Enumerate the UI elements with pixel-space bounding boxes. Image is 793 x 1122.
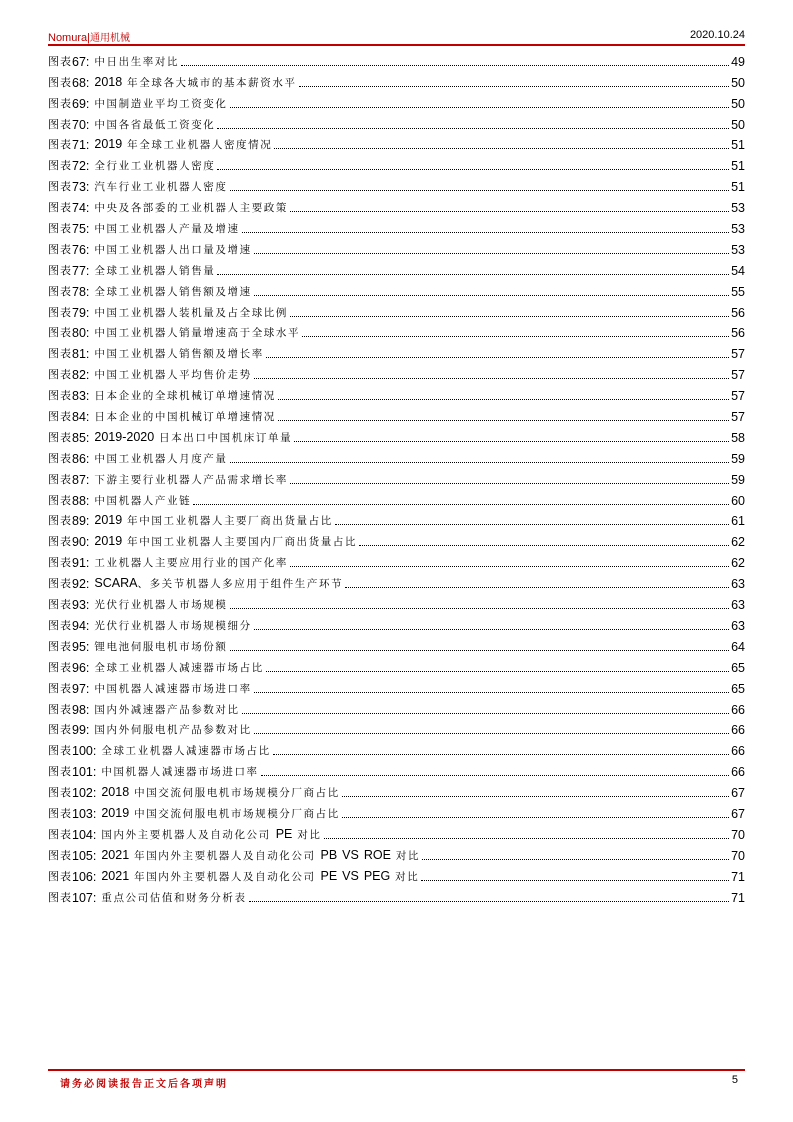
toc-entry-number: 88: [72, 493, 86, 508]
toc-entry-number: 79: [72, 305, 86, 320]
toc-entry-colon: :: [85, 159, 90, 174]
toc-entry-prefix: 图表: [48, 660, 72, 674]
toc-entry-title[interactable]: 日本企业的全球机械订单增速情况: [94, 390, 276, 403]
toc-entry-colon: :: [85, 368, 90, 383]
toc-dot-leader: [249, 900, 730, 902]
toc-entry-prefix: 图表: [48, 430, 72, 444]
toc-entry-page[interactable]: 56: [731, 305, 745, 320]
toc-entry[interactable]: [48, 800, 745, 821]
toc-entry-page[interactable]: 66: [731, 744, 745, 759]
toc-dot-leader: [294, 440, 729, 442]
toc-dot-leader: [230, 189, 730, 191]
toc-entry-number: 75: [72, 222, 86, 237]
toc-entry-title[interactable]: 全球工业机器人销售量: [94, 264, 216, 277]
toc-entry-colon: :: [92, 744, 97, 759]
toc-entry-page[interactable]: 53: [731, 201, 745, 216]
toc-entry-colon: :: [92, 848, 97, 863]
toc-entry[interactable]: [48, 194, 745, 215]
toc-entry-prefix: 图表: [48, 765, 72, 779]
toc-entry-title[interactable]: 中国工业机器人装机量及占全球比例: [94, 306, 288, 319]
toc-entry-colon: :: [85, 96, 90, 111]
toc-entry[interactable]: [48, 758, 745, 779]
toc-entry-prefix: 图表: [48, 180, 72, 194]
toc-entry-number: 72: [72, 159, 86, 174]
toc-dot-leader: [342, 816, 729, 818]
toc-dot-leader: [242, 231, 730, 233]
toc-dot-leader: [422, 858, 729, 860]
toc-entry-prefix: 图表: [48, 890, 72, 904]
toc-entry-number: 83: [72, 389, 86, 404]
toc-entry-page[interactable]: 56: [731, 326, 745, 341]
toc-entry-page[interactable]: 53: [731, 242, 745, 257]
header-separator: |: [87, 32, 90, 44]
toc-entry-number: 86: [72, 451, 86, 466]
toc-entry[interactable]: [48, 424, 745, 445]
toc-entry-number: 81: [72, 347, 86, 362]
toc-entry[interactable]: [48, 236, 745, 257]
toc-entry-page[interactable]: 57: [731, 347, 745, 362]
toc-entry-page[interactable]: 51: [731, 159, 745, 174]
toc-entry-colon: :: [85, 681, 90, 696]
toc-entry-colon: :: [85, 598, 90, 613]
toc-entry-number: 74: [72, 201, 86, 216]
toc-entry-title[interactable]: 日本企业的中国机械订单增速情况: [94, 411, 276, 424]
toc-entry-colon: :: [92, 827, 97, 842]
toc-entry-number: 104: [72, 827, 93, 842]
toc-entry-title[interactable]: 中国制造业平均工资变化: [94, 97, 228, 110]
toc-entry-title[interactable]: 中国工业机器人产量及增速: [94, 223, 240, 236]
toc-entry-prefix: 图表: [48, 869, 72, 883]
toc-entry-prefix: 图表: [48, 138, 72, 152]
toc-entry-title[interactable]: 下游主要行业机器人产品需求增长率: [94, 473, 288, 486]
toc-entry-prefix: 图表: [48, 618, 72, 632]
toc-entry-number: 107: [72, 890, 93, 905]
toc-entry-page[interactable]: 62: [731, 535, 745, 550]
toc-entry-page[interactable]: 50: [731, 117, 745, 132]
toc-entry-title[interactable]: 中国机器人减速器市场进口率: [94, 682, 252, 695]
toc-dot-leader: [359, 544, 729, 546]
toc-entry-number: 94: [72, 618, 86, 633]
toc-entry-prefix: 图表: [48, 493, 72, 507]
toc-entry[interactable]: [48, 69, 745, 90]
toc-entry-colon: :: [85, 493, 90, 508]
toc-dot-leader: [254, 252, 729, 254]
toc-entry-number: 76: [72, 242, 86, 257]
toc-dot-leader: [274, 147, 729, 149]
toc-entry-number: 101: [72, 765, 93, 780]
toc-entry-number: 84: [72, 410, 86, 425]
toc-dot-leader: [278, 398, 729, 400]
toc-entry-number: 97: [72, 681, 86, 696]
toc-entry-prefix: 图表: [48, 263, 72, 277]
toc-entry-number: 82: [72, 368, 86, 383]
toc-entry-title[interactable]: 中国机器人产业链: [94, 494, 192, 507]
toc-entry-page[interactable]: 58: [731, 430, 745, 445]
toc-dot-leader: [299, 85, 730, 87]
toc-entry-colon: :: [85, 702, 90, 717]
toc-entry-number: 96: [72, 660, 86, 675]
toc-entry[interactable]: [48, 612, 745, 633]
toc-entry-title[interactable]: 全球工业机器人减速器市场占比: [94, 661, 264, 674]
toc-entry-prefix: 图表: [48, 806, 72, 820]
toc-dot-leader: [254, 732, 729, 734]
toc-dot-leader: [254, 628, 729, 630]
toc-entry[interactable]: [48, 884, 745, 905]
toc-entry-number: 73: [72, 180, 86, 195]
toc-entry[interactable]: [48, 382, 745, 403]
toc-entry-colon: :: [85, 723, 90, 738]
toc-dot-leader: [278, 419, 729, 421]
toc-entry-page[interactable]: 65: [731, 660, 745, 675]
toc-entry-prefix: 图表: [48, 347, 72, 361]
toc-entry-title[interactable]: 中国工业机器人平均售价走势: [94, 369, 252, 382]
toc-entry-page[interactable]: 62: [731, 556, 745, 571]
toc-dot-leader: [254, 691, 729, 693]
toc-entry[interactable]: [48, 173, 745, 194]
footer-disclaimer: 请务必阅读报告正文后各项声明: [60, 1079, 228, 1090]
toc-entry-title[interactable]: 全球工业机器人销售额及增速: [94, 285, 252, 298]
toc-entry-prefix: 图表: [48, 577, 72, 591]
toc-entry-number: 90: [72, 535, 86, 550]
toc-dot-leader: [254, 377, 729, 379]
toc-entry-title[interactable]: 2018 年全球各大城市的基本薪资水平: [94, 74, 297, 89]
toc-entry-title[interactable]: 国内外减速器产品参数对比: [94, 703, 240, 716]
toc-entry[interactable]: [48, 152, 745, 173]
toc-entry-prefix: 图表: [48, 598, 72, 612]
toc-entry-prefix: 图表: [48, 514, 72, 528]
toc-entry-page[interactable]: 53: [731, 222, 745, 237]
toc-entry[interactable]: [48, 445, 745, 466]
toc-dot-leader: [217, 273, 729, 275]
toc-dot-leader: [290, 565, 729, 567]
toc-entry-page[interactable]: 57: [731, 410, 745, 425]
toc-entry-number: 93: [72, 598, 86, 613]
toc-entry-page[interactable]: 54: [731, 263, 745, 278]
toc-entry-title[interactable]: 2019-2020 日本出口中国机床订单量: [94, 429, 293, 444]
toc-entry-number: 85: [72, 430, 86, 445]
toc-entry-prefix: 图表: [48, 96, 72, 110]
toc-entry-colon: :: [85, 201, 90, 216]
toc-entry-page[interactable]: 59: [731, 472, 745, 487]
toc-entry-page[interactable]: 64: [731, 639, 745, 654]
toc-entry-title[interactable]: 2019 年全球工业机器人密度情况: [94, 137, 273, 152]
toc-entry[interactable]: [48, 737, 745, 758]
toc-entry-colon: :: [85, 410, 90, 425]
toc-entry[interactable]: [48, 487, 745, 508]
toc-dot-leader: [335, 523, 729, 525]
toc-dot-leader: [230, 607, 730, 609]
toc-entry[interactable]: [48, 299, 745, 320]
toc-entry-page[interactable]: 71: [731, 890, 745, 905]
toc-entry[interactable]: [48, 340, 745, 361]
toc-dot-leader: [290, 315, 729, 317]
toc-dot-leader: [230, 106, 730, 108]
toc-entry-colon: :: [92, 765, 97, 780]
toc-entry[interactable]: [48, 111, 745, 132]
toc-entry-prefix: 图表: [48, 786, 72, 800]
toc-entry-prefix: 图表: [48, 681, 72, 695]
toc-entry-title[interactable]: 全球工业机器人减速器市场占比: [101, 745, 271, 758]
toc-entry-colon: :: [85, 389, 90, 404]
toc-entry[interactable]: [48, 549, 745, 570]
toc-entry-page[interactable]: 51: [731, 138, 745, 153]
toc-entry[interactable]: [48, 90, 745, 111]
toc-entry-page[interactable]: 67: [731, 786, 745, 801]
toc-entry[interactable]: [48, 863, 745, 884]
toc-entry-title[interactable]: 中国工业机器人销量增速高于全球水平: [94, 327, 301, 340]
toc-entry-colon: :: [85, 242, 90, 257]
toc-entry[interactable]: [48, 633, 745, 654]
toc-entry[interactable]: [48, 132, 745, 153]
toc-entry-prefix: 图表: [48, 284, 72, 298]
footer-divider: [48, 1069, 745, 1071]
toc-entry-colon: :: [85, 117, 90, 132]
page-header: [48, 26, 745, 46]
toc-entry-number: 89: [72, 514, 86, 529]
toc-dot-leader: [290, 482, 729, 484]
toc-entry-colon: :: [92, 806, 97, 821]
toc-entry-number: 78: [72, 284, 86, 299]
toc-entry[interactable]: [48, 361, 745, 382]
toc-entry-page[interactable]: 49: [731, 54, 745, 69]
toc-entry-title[interactable]: 中日出生率对比: [94, 55, 180, 68]
toc-entry[interactable]: [48, 675, 745, 696]
toc-entry-title[interactable]: 中国机器人减速器市场进口率: [101, 766, 259, 779]
toc-entry-page[interactable]: 70: [731, 848, 745, 863]
toc-dot-leader: [266, 670, 729, 672]
toc-dot-leader: [266, 356, 729, 358]
toc-entry-title[interactable]: 2021 年国内外主要机器人及自动化公司 PE VS PEG 对比: [101, 868, 420, 883]
toc-entry-title[interactable]: 2018 中国交流伺服电机市场规模分厂商占比: [101, 785, 340, 800]
toc-entry-page[interactable]: 66: [731, 702, 745, 717]
toc-entry-title[interactable]: 汽车行业工业机器人密度: [94, 181, 228, 194]
toc-dot-leader: [273, 753, 729, 755]
toc-entry-colon: :: [85, 222, 90, 237]
toc-entry[interactable]: [48, 257, 745, 278]
toc-entry[interactable]: [48, 717, 745, 738]
toc-entry[interactable]: [48, 696, 745, 717]
toc-entry-number: 77: [72, 263, 86, 278]
toc-entry-prefix: 图表: [48, 827, 72, 841]
toc-entry-page[interactable]: 67: [731, 806, 745, 821]
toc-entry-number: 67: [72, 54, 86, 69]
toc-entry-title[interactable]: 光伏行业机器人市场规模细分: [94, 619, 252, 632]
toc-dot-leader: [342, 795, 729, 797]
toc-entry-page[interactable]: 70: [731, 827, 745, 842]
toc-entry[interactable]: [48, 654, 745, 675]
toc-entry-colon: :: [92, 786, 97, 801]
toc-dot-leader: [345, 586, 729, 588]
brand-name: Nomura: [48, 32, 88, 44]
toc-entry-number: 95: [72, 639, 86, 654]
toc-entry-prefix: 图表: [48, 744, 72, 758]
toc-entry-number: 98: [72, 702, 86, 717]
toc-entry-prefix: 图表: [48, 242, 72, 256]
toc-entry-prefix: 图表: [48, 639, 72, 653]
toc-entry-page[interactable]: 63: [731, 598, 745, 613]
toc-entry[interactable]: [48, 320, 745, 341]
toc-entry-colon: :: [85, 138, 90, 153]
toc-entry-prefix: 图表: [48, 222, 72, 236]
toc-entry-page[interactable]: 60: [731, 493, 745, 508]
toc-entry-colon: :: [92, 869, 97, 884]
toc-entry-prefix: 图表: [48, 723, 72, 737]
toc-entry-colon: :: [85, 326, 90, 341]
toc-entry-colon: :: [85, 347, 90, 362]
toc-entry-page[interactable]: 59: [731, 451, 745, 466]
toc-entry-colon: :: [85, 514, 90, 529]
toc-entry[interactable]: [48, 508, 745, 529]
toc-entry-prefix: 图表: [48, 117, 72, 131]
toc-entry-title[interactable]: 2021 年国内外主要机器人及自动化公司 PB VS ROE 对比: [101, 847, 421, 862]
toc-dot-leader: [230, 649, 730, 651]
toc-entry-title[interactable]: 工业机器人主要应用行业的国产化率: [94, 557, 288, 570]
header-section: 通用机械: [89, 33, 130, 44]
toc-entry-title[interactable]: 国内外伺服电机产品参数对比: [94, 724, 252, 737]
toc-entry-colon: :: [85, 54, 90, 69]
toc-entry-colon: :: [85, 75, 90, 90]
toc-entry-page[interactable]: 51: [731, 180, 745, 195]
toc-entry-page[interactable]: 63: [731, 577, 745, 592]
toc-entry[interactable]: [48, 570, 745, 591]
toc-entry-title[interactable]: 国内外主要机器人及自动化公司 PE 对比: [101, 826, 322, 841]
toc-entry-prefix: 图表: [48, 410, 72, 424]
toc-entry[interactable]: [48, 842, 745, 863]
toc-entry-title[interactable]: 中国工业机器人月度产量: [94, 452, 228, 465]
toc-entry-title[interactable]: 光伏行业机器人市场规模: [94, 599, 228, 612]
toc-entry-title[interactable]: SCARA、多关节机器人多应用于组件生产环节: [94, 576, 344, 591]
toc-entry-title[interactable]: 锂电池伺服电机市场份额: [94, 640, 228, 653]
header-date: 2020.10.24: [689, 29, 745, 41]
toc-entry[interactable]: [48, 528, 745, 549]
toc-entry-colon: :: [85, 451, 90, 466]
toc-entry[interactable]: [48, 466, 745, 487]
toc-entry-title[interactable]: 中国各省最低工资变化: [94, 118, 216, 131]
toc-entry-prefix: 图表: [48, 389, 72, 403]
toc-entry-number: 102: [72, 786, 93, 801]
toc-entry-prefix: 图表: [48, 451, 72, 465]
toc-dot-leader: [254, 294, 729, 296]
toc-entry-number: 91: [72, 556, 86, 571]
toc-entry-colon: :: [85, 430, 90, 445]
toc-entry-colon: :: [85, 535, 90, 550]
toc-entry-prefix: 图表: [48, 368, 72, 382]
toc-entry-colon: :: [85, 639, 90, 654]
header-brand: [48, 29, 130, 44]
toc-entry-number: 71: [72, 138, 86, 153]
toc-entry-page[interactable]: 57: [731, 368, 745, 383]
toc-entry-page[interactable]: 71: [731, 869, 745, 884]
toc-entry-title[interactable]: 中国工业机器人销售额及增长率: [94, 348, 264, 361]
toc-dot-leader: [290, 210, 729, 212]
toc-entry-page[interactable]: 50: [731, 96, 745, 111]
toc-entry-page[interactable]: 65: [731, 681, 745, 696]
toc-entry-number: 87: [72, 472, 86, 487]
toc-dot-leader: [261, 774, 729, 776]
toc-entry-number: 106: [72, 869, 93, 884]
toc-entry-prefix: 图表: [48, 54, 72, 68]
toc-entry-colon: :: [85, 284, 90, 299]
toc-dot-leader: [324, 837, 730, 839]
toc-entry-number: 80: [72, 326, 86, 341]
toc-entry-title[interactable]: 重点公司估值和财务分析表: [101, 891, 247, 904]
toc-dot-leader: [217, 168, 729, 170]
toc-entry-title[interactable]: 2019 中国交流伺服电机市场规模分厂商占比: [101, 805, 340, 820]
toc-entry-number: 69: [72, 96, 86, 111]
toc-entry[interactable]: [48, 48, 745, 69]
toc-entry[interactable]: [48, 779, 745, 800]
toc-entry-colon: :: [85, 305, 90, 320]
toc-entry-colon: :: [85, 263, 90, 278]
toc-entry-colon: :: [85, 472, 90, 487]
figure-index-list: [48, 48, 745, 905]
toc-entry-prefix: 图表: [48, 702, 72, 716]
toc-entry-prefix: 图表: [48, 159, 72, 173]
toc-entry-number: 103: [72, 806, 93, 821]
toc-entry-prefix: 图表: [48, 848, 72, 862]
header-divider: [48, 44, 745, 46]
footer-page-number: 5: [731, 1074, 738, 1086]
toc-entry[interactable]: [48, 215, 745, 236]
toc-entry-title[interactable]: 2019 年中国工业机器人主要国内厂商出货量占比: [94, 534, 358, 549]
toc-entry-page[interactable]: 57: [731, 389, 745, 404]
toc-dot-leader: [181, 64, 729, 66]
toc-entry-prefix: 图表: [48, 75, 72, 89]
toc-entry-number: 68: [72, 75, 86, 90]
toc-entry-title[interactable]: 中国工业机器人出口量及增速: [94, 243, 252, 256]
toc-entry-number: 99: [72, 723, 86, 738]
toc-entry[interactable]: [48, 591, 745, 612]
toc-entry-prefix: 图表: [48, 326, 72, 340]
toc-dot-leader: [230, 461, 730, 463]
toc-entry-number: 70: [72, 117, 86, 132]
toc-entry-prefix: 图表: [48, 472, 72, 486]
toc-entry-colon: :: [92, 890, 97, 905]
toc-entry-prefix: 图表: [48, 556, 72, 570]
toc-entry-number: 92: [72, 577, 86, 592]
toc-dot-leader: [302, 335, 729, 337]
toc-entry-colon: :: [85, 660, 90, 675]
toc-entry-page[interactable]: 50: [731, 75, 745, 90]
toc-entry[interactable]: [48, 403, 745, 424]
toc-entry-colon: :: [85, 618, 90, 633]
toc-entry-prefix: 图表: [48, 201, 72, 215]
toc-entry[interactable]: [48, 821, 745, 842]
toc-entry-colon: :: [85, 577, 90, 592]
toc-entry-number: 100: [72, 744, 93, 759]
toc-entry-page[interactable]: 61: [731, 514, 745, 529]
toc-entry-page[interactable]: 66: [731, 723, 745, 738]
toc-entry-prefix: 图表: [48, 535, 72, 549]
toc-dot-leader: [193, 503, 729, 505]
toc-entry[interactable]: [48, 278, 745, 299]
toc-entry-title[interactable]: 2019 年中国工业机器人主要厂商出货量占比: [94, 513, 333, 528]
toc-entry-colon: :: [85, 180, 90, 195]
toc-entry-title[interactable]: 中央及各部委的工业机器人主要政策: [94, 202, 288, 215]
toc-dot-leader: [242, 712, 730, 714]
toc-entry-title[interactable]: 全行业工业机器人密度: [94, 160, 216, 173]
toc-entry-page[interactable]: 66: [731, 765, 745, 780]
toc-dot-leader: [217, 127, 729, 129]
toc-entry-page[interactable]: 55: [731, 284, 745, 299]
toc-entry-colon: :: [85, 556, 90, 571]
toc-dot-leader: [421, 879, 729, 881]
toc-entry-page[interactable]: 63: [731, 618, 745, 633]
toc-entry-prefix: 图表: [48, 305, 72, 319]
toc-entry-number: 105: [72, 848, 93, 863]
